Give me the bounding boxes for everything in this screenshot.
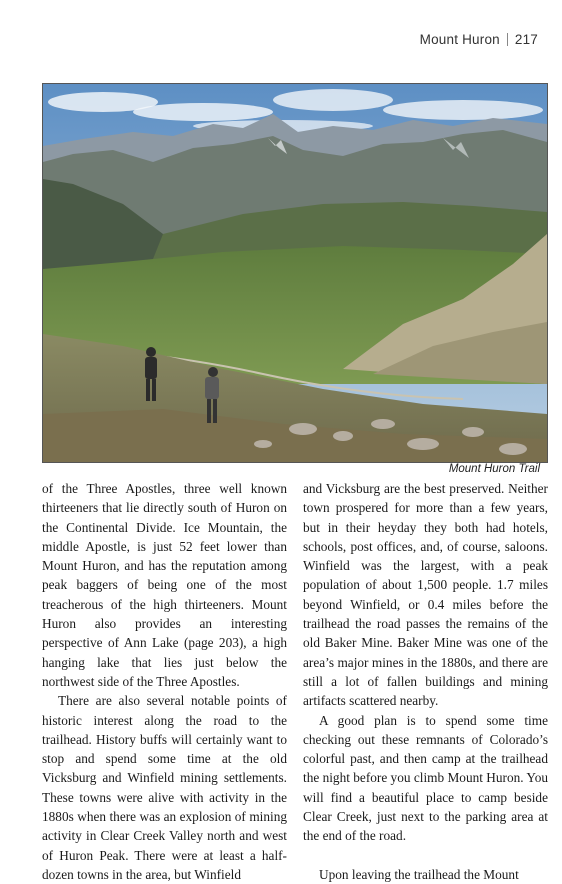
paragraph: of the Three Apostles, three well known thirteeners that lie directly south of Huron on the Continental Divide. Ice Mountain, the middle Apostle, is just 52 feet lower than Mount Huron, and has the reputation among peak baggers of being one of the most treacherous of the high thirteeners. Mount Huron also provides an interesting perspective of Ann Lake (page 203), a high hanging lake that lies just below the northwest side of the Three Apostles.: [42, 481, 287, 689]
paragraph: A good plan is to spend some time checking out these remnants of Colorado’s colorful past, and then camp at the trailhead the night before you climb Mount Huron. You will find a beautiful place to camp beside Clear Creek, just next to the parking area at the end of the road.: [303, 712, 548, 844]
page-number: 217: [514, 32, 538, 47]
paragraph: and Vicksburg are the best preserved. Neither town prospered for more than a few years, but in their heyday they both had hotels, schools, post offices, and, of course, saloons. Winfield was the largest, with a peak population of about 1,500 people. 1.7 miles beyond Winfield, or 0.4 miles before the trailhead the road passes the remains of the old Baker Mine. Baker Mine was one of the area’s major mines in the 1880s, and there are still a lot of fallen buildings and mining artifacts scattered nearby.: [303, 481, 548, 709]
trail-photo: [42, 83, 548, 463]
paragraph: Upon leaving the trailhead the Mount: [319, 866, 519, 882]
mountain-landscape-image: [43, 84, 547, 462]
figure-caption: Mount Huron Trail: [448, 463, 540, 475]
running-header: [420, 32, 538, 47]
header-divider: [507, 33, 508, 46]
text-column-right: [303, 479, 548, 884]
paragraph: There are also several notable points of historic interest along the road to the trailhead. History buffs will certainly want to stop and spend some time at the old Vicksburg and Winfield mining settlements. These towns were alive with activity in the 1880s when there was an explosion of mining activity in Clear Creek Valley north and west of Huron Peak. There were at least a half-dozen towns in the area, but Winfield: [42, 693, 287, 882]
section-title: Mount Huron: [419, 32, 500, 47]
text-column-left: [42, 479, 287, 884]
